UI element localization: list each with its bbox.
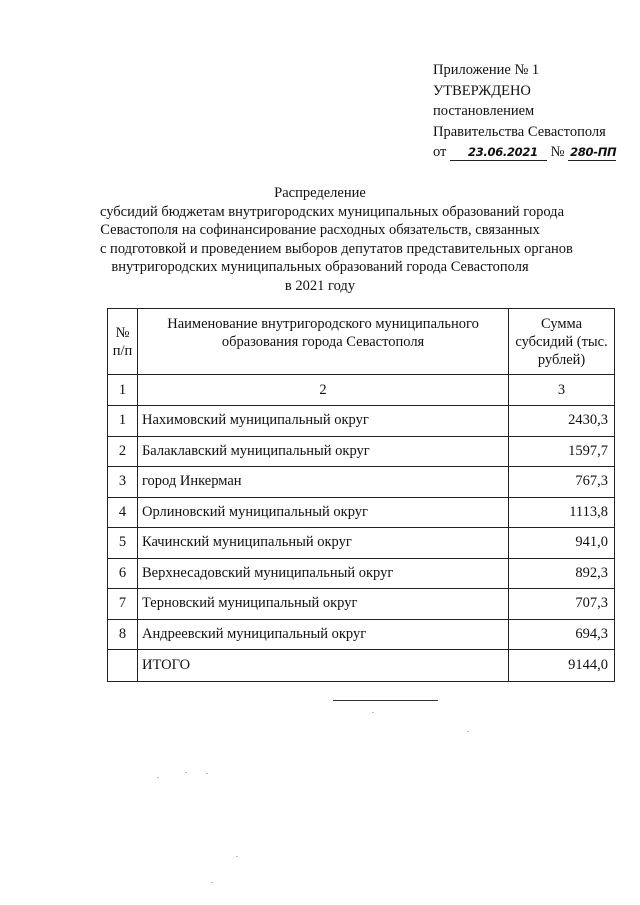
subsidy-table xyxy=(107,308,615,682)
row-name: Балаклавский муниципальный округ xyxy=(137,436,508,467)
number-prefix: № xyxy=(550,144,565,160)
date-number-line xyxy=(433,142,616,163)
row-name: Качинский муниципальный округ xyxy=(137,528,508,559)
row-name: Верхнесадовский муниципальный округ xyxy=(137,558,508,589)
row-num: 2 xyxy=(108,436,138,467)
document-title xyxy=(100,184,573,295)
table-row xyxy=(108,497,615,528)
header-name xyxy=(137,309,508,375)
title-line-3: Севастополя на софинансирование расходных обязательств, связанных xyxy=(100,222,540,238)
row-sum: 2430,3 xyxy=(509,406,615,437)
row-num: 5 xyxy=(108,528,138,559)
row-sum: 767,3 xyxy=(509,467,615,498)
table-row xyxy=(108,436,615,467)
row-name: Нахимовский муниципальный округ xyxy=(137,406,508,437)
column-number: 3 xyxy=(509,375,615,406)
table-row xyxy=(108,406,615,437)
header-num-line-2: п/п xyxy=(112,342,133,359)
table-row xyxy=(108,589,615,620)
handwritten-date: 23.06.2021 xyxy=(468,145,538,159)
title-line-4: с подготовкой и проведением выборов депутатов представительных органов xyxy=(100,240,573,257)
table-row xyxy=(108,619,615,650)
row-num: 6 xyxy=(108,558,138,589)
scan-speck xyxy=(206,773,208,774)
row-sum: 707,3 xyxy=(509,589,615,620)
row-num: 8 xyxy=(108,619,138,650)
scan-speck xyxy=(372,712,374,713)
row-sum: 1597,7 xyxy=(509,436,615,467)
row-num: 4 xyxy=(108,497,138,528)
resolution-label: постановлением xyxy=(433,103,535,119)
date-prefix: от xyxy=(433,144,447,160)
scan-speck xyxy=(467,731,469,732)
total-label: ИТОГО xyxy=(137,650,508,682)
header-num xyxy=(108,309,138,375)
header-name-line-2: образования города Севастополя xyxy=(221,333,425,350)
table-row xyxy=(108,467,615,498)
row-name: Андреевский муниципальный округ xyxy=(137,619,508,650)
column-number-row xyxy=(108,375,615,406)
approval-block xyxy=(433,60,616,163)
total-num-empty xyxy=(108,650,138,682)
row-name: Терновский муниципальный округ xyxy=(137,589,508,620)
table-header-row xyxy=(108,309,615,375)
header-num-line-1: № xyxy=(115,324,130,341)
title-line-1: Распределение xyxy=(274,185,366,201)
header-sum-line-3: рублей) xyxy=(537,351,586,368)
row-sum: 694,3 xyxy=(509,619,615,650)
row-sum: 892,3 xyxy=(509,558,615,589)
header-name-line-1: Наименование внутригородского муниципального xyxy=(167,315,479,332)
row-sum: 1113,8 xyxy=(509,497,615,528)
title-line-2: субсидий бюджетам внутригородских муниципальных образований города xyxy=(100,203,564,220)
header-sum xyxy=(509,309,615,375)
row-name: город Инкерман xyxy=(137,467,508,498)
title-line-5: внутригородских муниципальных образований города Севастополя xyxy=(111,259,529,275)
title-line-6: в 2021 году xyxy=(284,277,356,294)
row-num: 7 xyxy=(108,589,138,620)
end-separator-line xyxy=(333,700,438,701)
government-label: Правительства Севастополя xyxy=(433,123,606,140)
date-field xyxy=(450,144,547,161)
table-row xyxy=(108,528,615,559)
table-row xyxy=(108,558,615,589)
row-num: 1 xyxy=(108,406,138,437)
row-num: 3 xyxy=(108,467,138,498)
scan-speck xyxy=(236,856,238,857)
number-field xyxy=(568,144,616,161)
appendix-label: Приложение № 1 xyxy=(433,62,540,78)
total-sum: 9144,0 xyxy=(509,650,615,682)
row-name: Орлиновский муниципальный округ xyxy=(137,497,508,528)
column-number: 1 xyxy=(108,375,138,406)
total-row xyxy=(108,650,615,682)
approved-label: УТВЕРЖДЕНО xyxy=(433,82,531,99)
row-sum: 941,0 xyxy=(509,528,615,559)
header-sum-line-1: Сумма xyxy=(541,315,583,332)
scan-speck xyxy=(157,777,159,778)
column-number: 2 xyxy=(137,375,508,406)
header-sum-line-2: субсидий (тыс. xyxy=(515,333,608,350)
scan-speck xyxy=(185,772,187,773)
handwritten-number: 280-ПП xyxy=(570,145,617,159)
scan-speck xyxy=(211,882,213,883)
